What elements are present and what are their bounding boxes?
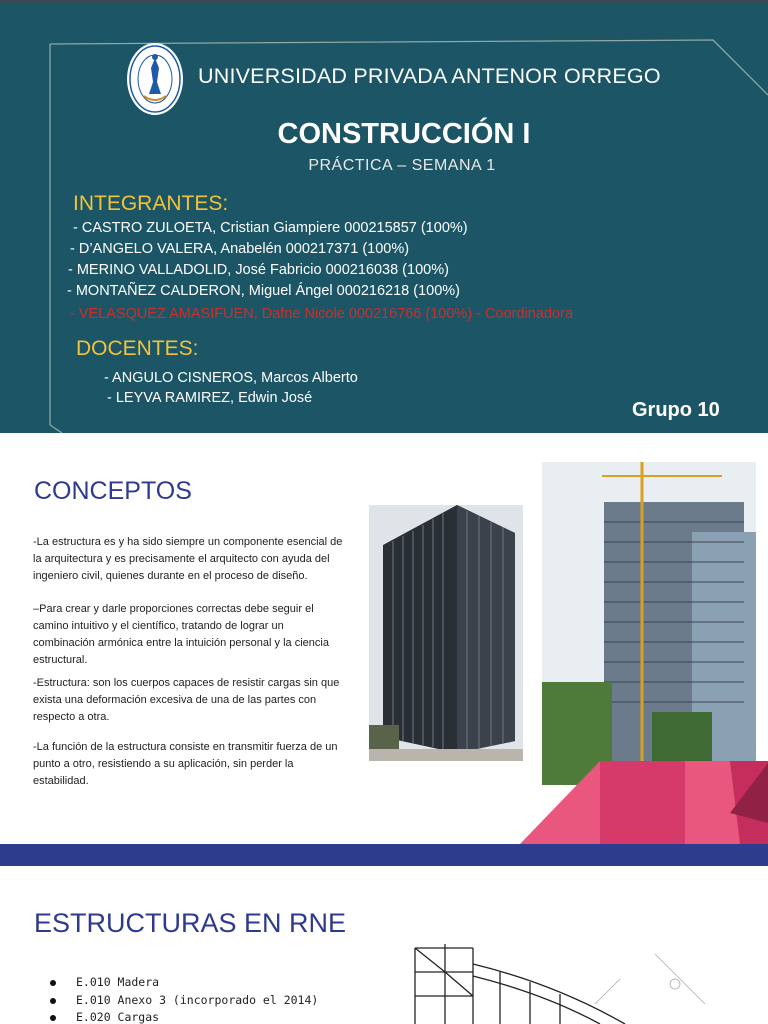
member-item-coordinator: - VELASQUEZ AMASIFUEN, Dafne Nicole 000216766 (100%) - Coordinadora (70, 306, 573, 322)
concept-paragraph: –Para crear y darle proporciones correctas debe seguir el camino intuitivo y el científico, tratando de lograr un combinación armónica entre la intuición personal y la ciencia estructural. (33, 603, 329, 666)
office-building-image (369, 505, 523, 761)
course-title: CONSTRUCCIÓN I (277, 118, 531, 150)
list-item: E.010 Madera (50, 974, 318, 992)
title-slide (0, 0, 768, 433)
slide-title: ESTRUCTURAS EN RNE (34, 908, 347, 938)
concept-paragraph: -La estructura es y ha sido siempre un componente esencial de la arquitectura y es precisamente el arquitecto con ayuda del ingeniero civil, quienes durante en el proceso de diseño. (33, 536, 343, 582)
tower-construction-image (542, 462, 756, 785)
university-name: UNIVERSIDAD PRIVADA ANTENOR ORREGO (198, 64, 661, 88)
member-item: - D’ANGELO VALERA, Anabelén 000217371 (100%) (70, 241, 410, 257)
member-item: - CASTRO ZULOETA, Cristian Giampiere 000215857 (100%) (73, 220, 468, 236)
slide-title: CONCEPTOS (34, 477, 192, 505)
practice-subtitle: PRÁCTICA – SEMANA 1 (308, 157, 496, 174)
rne-list (50, 974, 318, 1024)
group-label: Grupo 10 (632, 399, 720, 421)
rne-slide (0, 866, 768, 1024)
decorative-triangles (500, 761, 768, 844)
concept-paragraph: -La función de la estructura consiste en transmitir fuerza de un punto a otro, resistiendo a su aplicación, sin perder la estabilidad. (33, 741, 338, 787)
member-item: - MONTAÑEZ CALDERON, Miguel Ángel 000216218 (100%) (67, 283, 461, 299)
list-item: E.010 Anexo 3 (incorporado el 2014) (50, 992, 318, 1010)
members-heading: INTEGRANTES: (73, 192, 229, 215)
teacher-item: - LEYVA RAMIREZ, Edwin José (107, 390, 313, 406)
concept-paragraph: -Estructura: son los cuerpos capaces de resistir cargas sin que exista una deformación excesiva de una de las partes con respecto a otra. (33, 677, 340, 723)
teachers-heading: DOCENTES: (76, 337, 199, 360)
university-seal-icon (126, 42, 184, 116)
bottom-bar (0, 844, 768, 866)
member-item: - MERINO VALLADOLID, José Fabricio 000216038 (100%) (68, 262, 449, 278)
decorative-accent (730, 763, 768, 823)
structure-sketch-image (405, 944, 735, 1024)
teacher-item: - ANGULO CISNEROS, Marcos Alberto (104, 370, 358, 386)
list-item: E.020 Cargas (50, 1009, 318, 1024)
concepts-slide (0, 433, 768, 866)
